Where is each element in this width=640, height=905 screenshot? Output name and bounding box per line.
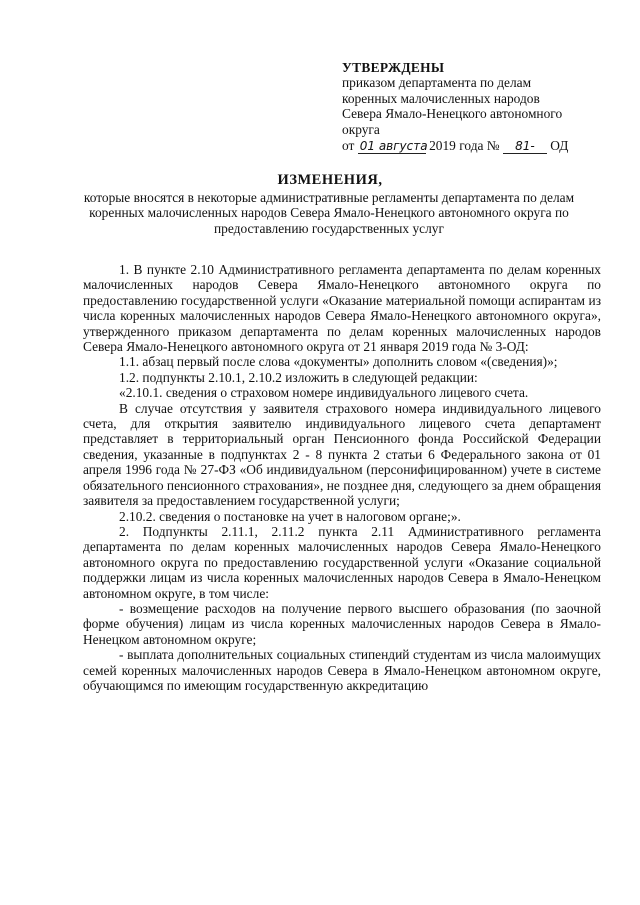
approval-line: коренных малочисленных народов: [342, 90, 540, 106]
paragraph: 2.10.2. сведения о постановке на учет в налоговом органе;».: [119, 508, 461, 524]
approval-header: УТВЕРЖДЕНЫ: [342, 60, 445, 75]
paragraph: - выплата дополнительных социальных стипендий студентам из числа малоимущих семей коренных малочисленных народов Севера в Ямало-Ненецком автономном округе, обучающимся по имеющим государственную аккредитацию: [83, 647, 601, 693]
approval-line: округа: [342, 121, 380, 137]
document-title: ИЗМЕНЕНИЯ,: [277, 172, 383, 188]
document-subtitle: которые вносятся в некоторые административные регламенты департамента по делам коренных малочисленных народов Севера Ямало-Ненецкого автономного округа по предоставлению государственных услуг: [83, 190, 575, 236]
handwritten-number: 81-: [503, 140, 547, 154]
paragraph: В случае отсутствия у заявителя страхового номера индивидуального лицевого счета, для открытия заявителю индивидуального лицевого счета департамент представляет в территориальный орган Пенсионного фонда Российской Федерации сведения, указанные в подпунктах 2 - 8 пункта 2 статьи 6 Федерального закона от 01 апреля 1996 года № 27-ФЗ «Об индивидуальном (персонифицированном) учете в системе обязательного пенсионного страхования», не позднее дня, следующего за днем обращения заявителя за предоставлением государственной услуги;: [83, 400, 601, 509]
paragraph: 1. В пункте 2.10 Административного регламента департамента по делам коренных малочисленных народов Севера Ямало-Ненецкого автономного округа по предоставлению государственной услуги «Оказание материальной помощи аспирантам из числа коренных малочисленных народов Севера Ямало-Ненецкого автономного округа», утвержденного приказом департамента по делам коренных малочисленных народов Севера Ямало-Ненецкого автономного округа от 21 января 2019 года № 3-ОД:: [83, 262, 601, 355]
date-prefix: от: [342, 138, 355, 154]
approval-block: [342, 60, 604, 154]
approval-date-line: [342, 138, 604, 154]
date-suffix: 2019 года №: [429, 138, 500, 154]
paragraph: 1.2. подпункты 2.10.1, 2.10.2 изложить в следующей редакции:: [119, 369, 478, 385]
number-suffix: ОД: [550, 138, 569, 154]
approval-line: приказом департамента по делам: [342, 75, 532, 91]
approval-line: Севера Ямало-Ненецкого автономного: [342, 106, 563, 122]
document-body: [83, 262, 601, 693]
paragraph: «2.10.1. сведения о страховом номере индивидуального лицевого счета.: [119, 385, 529, 401]
paragraph: 1.1. абзац первый после слова «документы» дополнить словом «(сведения)»;: [119, 354, 558, 370]
paragraph: - возмещение расходов на получение первого высшего образования (по заочной форме обучения) лицам из числа коренных малочисленных народов Севера в Ямало-Ненецком автономном округе;: [83, 600, 601, 647]
handwritten-date: 01 августа: [359, 139, 428, 154]
paragraph: 2. Подпункты 2.11.1, 2.11.2 пункта 2.11 Административного регламента департамента по делам коренных малочисленных народов Севера Ямало-Ненецкого автономного округа по предоставлению государственной услуги «Оказание социальной поддержки лицам из числа коренных малочисленных народов Севера в Ямало-Ненецком автономном округе, в том числе:: [83, 523, 601, 601]
